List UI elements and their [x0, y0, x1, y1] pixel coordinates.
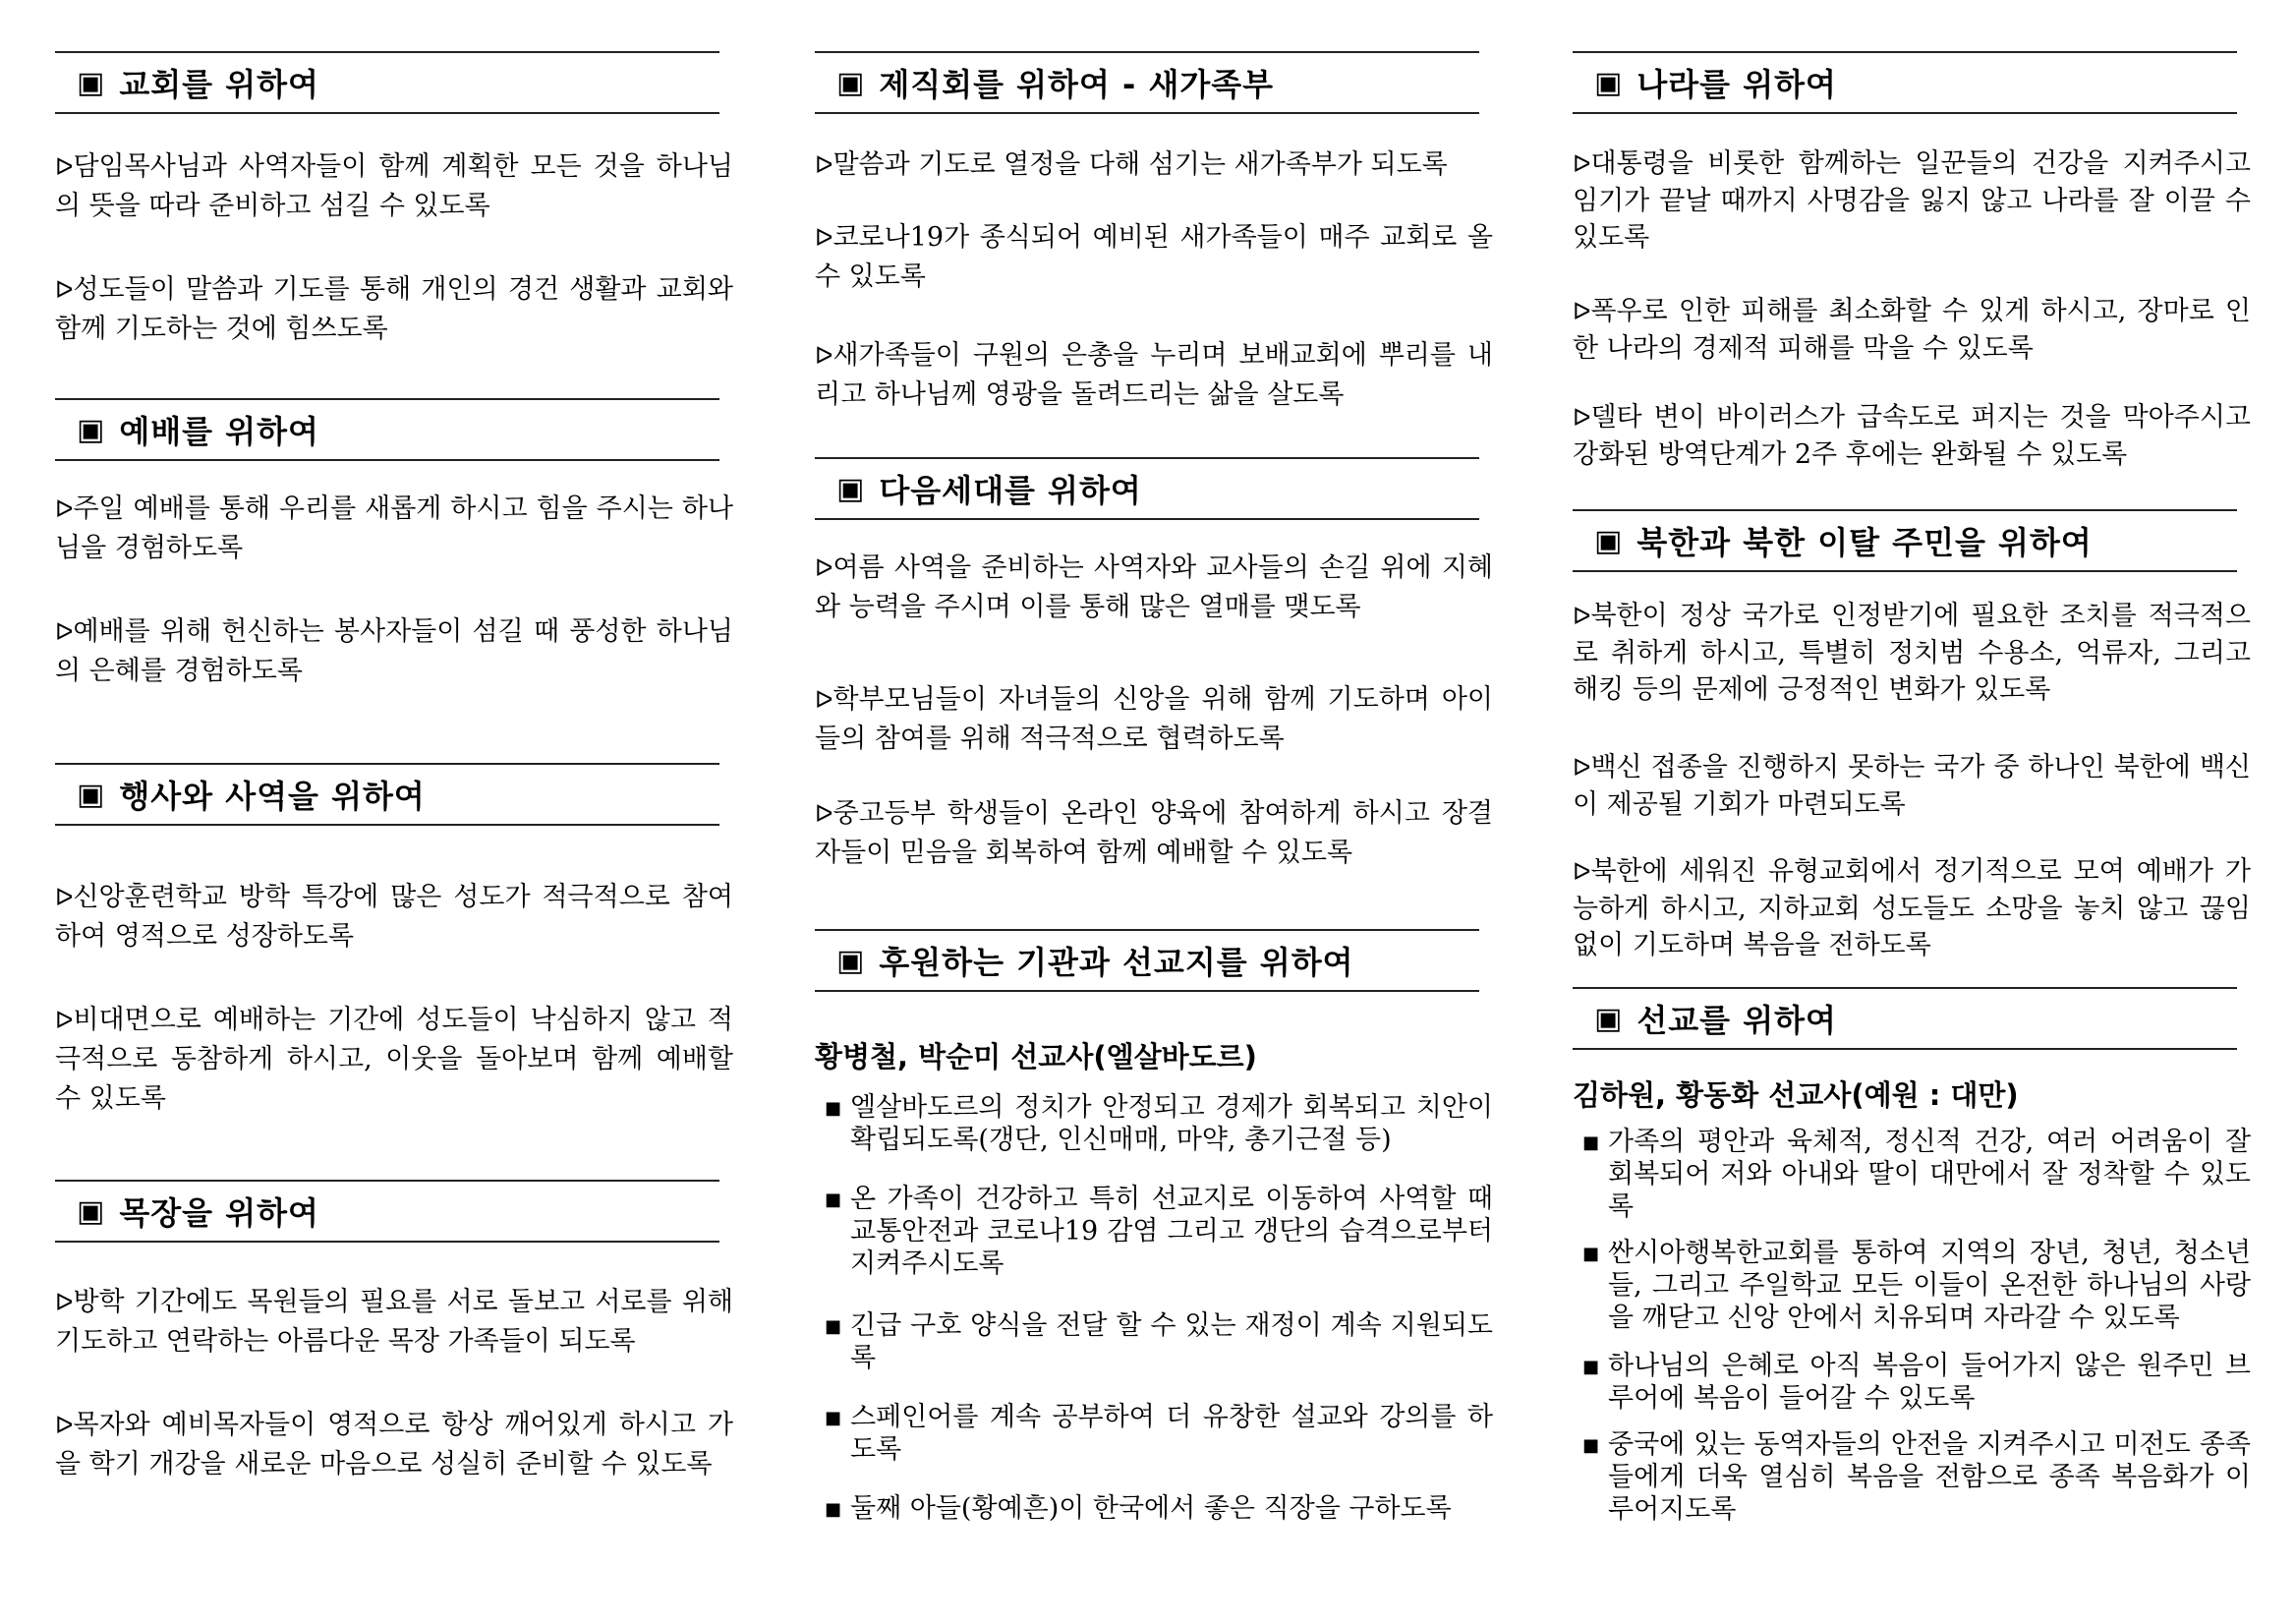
square-bullet-icon: ■ [825, 1189, 842, 1210]
triangle-bullet-icon: ᐅ [55, 153, 74, 181]
section-header-nation [1573, 51, 2237, 114]
square-marker-icon: ▣ [1594, 1001, 1624, 1036]
square-bullet-icon: ■ [825, 1499, 842, 1520]
triangle-bullet-icon: ᐅ [1573, 150, 1591, 178]
square-bullet-icon: ■ [1582, 1132, 1600, 1153]
square-bullet-icon: ■ [1582, 1357, 1600, 1377]
triangle-bullet-icon: ᐅ [1573, 404, 1591, 432]
square-marker-icon: ▣ [77, 1193, 106, 1229]
section-title: 북한과 북한 이탈 주민을 위하여 [1636, 524, 2093, 561]
section-title: 행사와 사역을 위하여 [119, 778, 426, 815]
square-bullet-icon: ■ [825, 1408, 842, 1428]
bullet-item: ■ 중국에 있는 동역자들의 안전을 지켜주시고 미전도 종족들에게 더욱 열심히 복음을 전함으로 종족 복음화가 이루어지도록 [1582, 1429, 2251, 1525]
section-title: 제직회를 위하여 - 새가족부 [879, 66, 1275, 103]
section-title: 목장을 위하여 [119, 1194, 319, 1232]
square-bullet-icon: ■ [1582, 1244, 1600, 1264]
prayer-item: ᐅ중고등부 학생들이 온라인 양육에 참여하게 하시고 장결자들이 믿음을 회복하여 함께 예배할 수 있도록 [815, 798, 1493, 868]
section-header-missions [1573, 987, 2237, 1050]
triangle-bullet-icon: ᐅ [55, 1412, 74, 1439]
section-title: 예배를 위하여 [119, 413, 319, 450]
prayer-item: ᐅ말씀과 기도로 열정을 다해 섬기는 새가족부가 되도록 [815, 149, 1448, 180]
section-header-next-generation [815, 457, 1479, 520]
triangle-bullet-icon: ᐅ [55, 1289, 74, 1316]
prayer-item: ᐅ백신 접종을 진행하지 못하는 국가 중 하나인 북한에 백신이 제공될 기회가 마련되도록 [1573, 752, 2251, 820]
square-marker-icon: ▣ [836, 65, 866, 100]
square-marker-icon: ▣ [77, 777, 106, 812]
bullet-item: ■ 스페인어를 계속 공부하여 더 유창한 설교와 강의를 하도록 [825, 1402, 1493, 1465]
triangle-bullet-icon: ᐅ [815, 224, 833, 252]
triangle-bullet-icon: ᐅ [55, 1007, 74, 1034]
section-header-events [55, 763, 719, 826]
square-bullet-icon: ■ [825, 1316, 842, 1337]
triangle-bullet-icon: ᐅ [1573, 754, 1591, 782]
triangle-bullet-icon: ᐅ [1573, 858, 1591, 886]
square-marker-icon: ▣ [77, 412, 106, 447]
triangle-bullet-icon: ᐅ [55, 618, 74, 646]
section-header-deacons [815, 51, 1479, 114]
section-title: 후원하는 기관과 선교지를 위하여 [879, 944, 1354, 981]
triangle-bullet-icon: ᐅ [815, 554, 833, 582]
square-marker-icon: ▣ [836, 471, 866, 506]
section-header-missions-support [815, 929, 1479, 992]
prayer-item: ᐅ담임목사님과 사역자들이 함께 계획한 모든 것을 하나님의 뜻을 따라 준비하고 섬길 수 있도록 [55, 151, 733, 221]
bullet-item: ■ 긴급 구호 양식을 전달 할 수 있는 재정이 계속 지원되도록 [825, 1310, 1493, 1373]
bullet-item: ■ 엘살바도르의 정치가 안정되고 경제가 회복되고 치안이 확립되도록(갱단, 인신매매, 마약, 총기근절 등) [825, 1092, 1493, 1155]
section-header-church [55, 51, 719, 114]
prayer-item: ᐅ북한에 세워진 유형교회에서 정기적으로 모여 예배가 가능하게 하시고, 지하교회 성도들도 소망을 놓치 않고 끊임없이 기도하며 복음을 전하도록 [1573, 856, 2251, 960]
prayer-item: ᐅ성도들이 말씀과 기도를 통해 개인의 경건 생활과 교회와 함께 기도하는 것에 힘쓰도록 [55, 274, 733, 344]
section-header-cell-group [55, 1180, 719, 1243]
prayer-item: ᐅ신앙훈련학교 방학 특강에 많은 성도가 적극적으로 참여하여 영적으로 성장하도록 [55, 882, 733, 952]
bullet-item: ■ 둘째 아들(황예흔)이 한국에서 좋은 직장을 구하도록 [825, 1493, 1452, 1524]
bullet-item: ■ 하나님의 은혜로 아직 복음이 들어가지 않은 원주민 브루어에 복음이 들어갈 수 있도록 [1582, 1351, 2251, 1414]
bullet-item: ■ 가족의 평안과 육체적, 정신적 건강, 여러 어려움이 잘 회복되어 저와 아내와 딸이 대만에서 잘 정착할 수 있도록 [1582, 1127, 2251, 1222]
prayer-item: ᐅ북한이 정상 국가로 인정받기에 필요한 조치를 적극적으로 취하게 하시고, 특별히 정치범 수용소, 억류자, 그리고 해킹 등의 문제에 긍정적인 변화가 있도록 [1573, 601, 2251, 705]
prayer-item: ᐅ대통령을 비롯한 함께하는 일꾼들의 건강을 지켜주시고 임기가 끝날 때까지 사명감을 잃지 않고 나라를 잘 이끌 수 있도록 [1573, 148, 2251, 253]
prayer-item: ᐅ여름 사역을 준비하는 사역자와 교사들의 손길 위에 지혜와 능력을 주시며 이를 통해 많은 열매를 맺도록 [815, 552, 1493, 622]
triangle-bullet-icon: ᐅ [55, 276, 74, 304]
triangle-bullet-icon: ᐅ [815, 151, 833, 179]
prayer-item: ᐅ비대면으로 예배하는 기간에 성도들이 낙심하지 않고 적극적으로 동참하게 하시고, 이웃을 돌아보며 함께 예배할 수 있도록 [55, 1005, 733, 1114]
section-header-worship [55, 398, 719, 461]
section-header-north-korea [1573, 509, 2237, 572]
prayer-item: ᐅ새가족들이 구원의 은총을 누리며 보배교회에 뿌리를 내리고 하나님께 영광을 돌려드리는 삶을 살도록 [815, 340, 1493, 410]
missionary-name: 황병철, 박순미 선교사(엘살바도르) [815, 1040, 1257, 1073]
prayer-item: ᐅ델타 변이 바이러스가 급속도로 퍼지는 것을 막아주시고 강화된 방역단계가 2주 후에는 완화될 수 있도록 [1573, 402, 2251, 470]
prayer-item: ᐅ예배를 위해 헌신하는 봉사자들이 섬길 때 풍성한 하나님의 은혜를 경험하도록 [55, 616, 733, 686]
section-title: 선교를 위하여 [1636, 1002, 1837, 1039]
square-marker-icon: ▣ [1594, 523, 1624, 558]
triangle-bullet-icon: ᐅ [815, 800, 833, 828]
prayer-item: ᐅ목자와 예비목자들이 영적으로 항상 깨어있게 하시고 가을 학기 개강을 새로운 마음으로 성실히 준비할 수 있도록 [55, 1410, 733, 1479]
prayer-item: ᐅ주일 예배를 통해 우리를 새롭게 하시고 힘을 주시는 하나님을 경험하도록 [55, 493, 733, 563]
triangle-bullet-icon: ᐅ [815, 686, 833, 714]
section-title: 교회를 위하여 [119, 66, 319, 103]
triangle-bullet-icon: ᐅ [55, 495, 74, 523]
section-title: 나라를 위하여 [1636, 66, 1837, 103]
triangle-bullet-icon: ᐅ [1573, 298, 1591, 325]
prayer-item: ᐅ학부모님들이 자녀들의 신앙을 위해 함께 기도하며 아이들의 참여를 위해 적극적으로 협력하도록 [815, 684, 1493, 754]
bullet-item: ■ 온 가족이 건강하고 특히 선교지로 이동하여 사역할 때 교통안전과 코로나19 감염 그리고 갱단의 습격으로부터 지켜주시도록 [825, 1184, 1493, 1279]
square-bullet-icon: ■ [825, 1098, 842, 1119]
bullet-item: ■ 싼시아행복한교회를 통하여 지역의 장년, 청년, 청소년들, 그리고 주일학교 모든 이들이 온전한 하나님의 사랑을 깨닫고 신앙 안에서 치유되며 자라갈 수 있도록 [1582, 1238, 2251, 1333]
prayer-item: ᐅ코로나19가 종식되어 예비된 새가족들이 매주 교회로 올 수 있도록 [815, 222, 1493, 292]
square-bullet-icon: ■ [1582, 1435, 1600, 1456]
triangle-bullet-icon: ᐅ [815, 342, 833, 370]
triangle-bullet-icon: ᐅ [55, 884, 74, 911]
square-marker-icon: ▣ [1594, 65, 1624, 100]
prayer-item: ᐅ폭우로 인한 피해를 최소화할 수 있게 하시고, 장마로 인한 나라의 경제적 피해를 막을 수 있도록 [1573, 296, 2251, 364]
square-marker-icon: ▣ [836, 943, 866, 978]
section-title: 다음세대를 위하여 [879, 472, 1142, 509]
square-marker-icon: ▣ [77, 65, 106, 100]
missionary-name: 김하원, 황동화 선교사(예원 : 대만) [1573, 1078, 2019, 1112]
prayer-item: ᐅ방학 기간에도 목원들의 필요를 서로 돌보고 서로를 위해 기도하고 연락하는 아름다운 목장 가족들이 되도록 [55, 1287, 733, 1357]
triangle-bullet-icon: ᐅ [1573, 603, 1591, 630]
